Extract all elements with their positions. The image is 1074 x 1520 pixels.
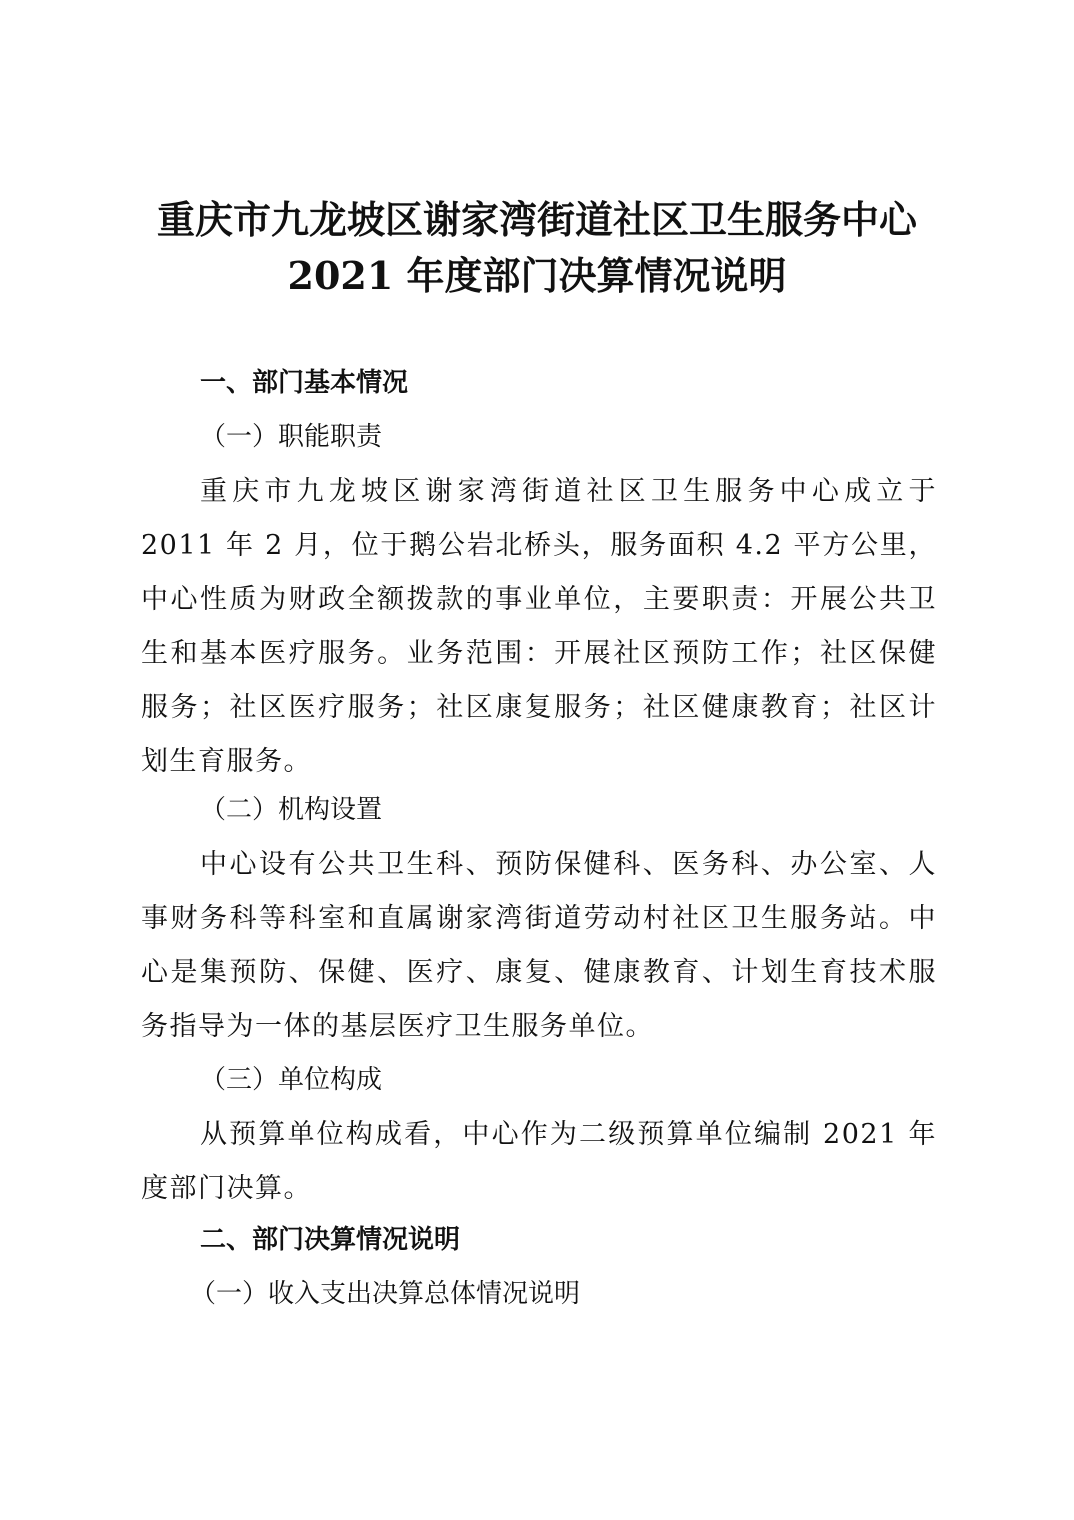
document-subtitle: 2021 年度部门决算情况说明 (287, 253, 787, 298)
paragraph-duties: 重庆市九龙坡区谢家湾街道社区卫生服务中心成立于 2011 年 2 月，位于鹅公岩北桥头，服务面积 4.2 平方公里，中心性质为财政全额拨款的事业单位，主要职责：开展公共卫生和基本医疗服务。业务范围：开展社区预防工作；社区保健服务；社区医疗服务；社区康复服务；社区健康教育；社区计划生育服务。 (141, 476, 937, 777)
subsection-heading-unit-composition: （三）单位构成 (200, 1065, 383, 1095)
paragraph-organization: 中心设有公共卫生科、预防保健科、医务科、办公室、人事财务科等科室和直属谢家湾街道劳动村社区卫生服务站。中心是集预防、保健、医疗、康复、健康教育、计划生育技术服务指导为一体的基层医疗卫生服务单位。 (141, 849, 937, 1042)
subsection-heading-duties: （一）职能职责 (200, 422, 383, 452)
paragraph-unit-composition: 从预算单位构成看，中心作为二级预算单位编制 2021 年度部门决算。 (141, 1119, 937, 1204)
subsection-heading-income-expenditure: （一）收入支出决算总体情况说明 (190, 1279, 581, 1309)
document-title: 重庆市九龙坡区谢家湾街道社区卫生服务中心 (156, 197, 917, 242)
subsection-heading-organization: （二）机构设置 (200, 795, 383, 825)
section-heading-2: 二、部门决算情况说明 (200, 1225, 461, 1255)
section-heading-1: 一、部门基本情况 (200, 368, 409, 398)
